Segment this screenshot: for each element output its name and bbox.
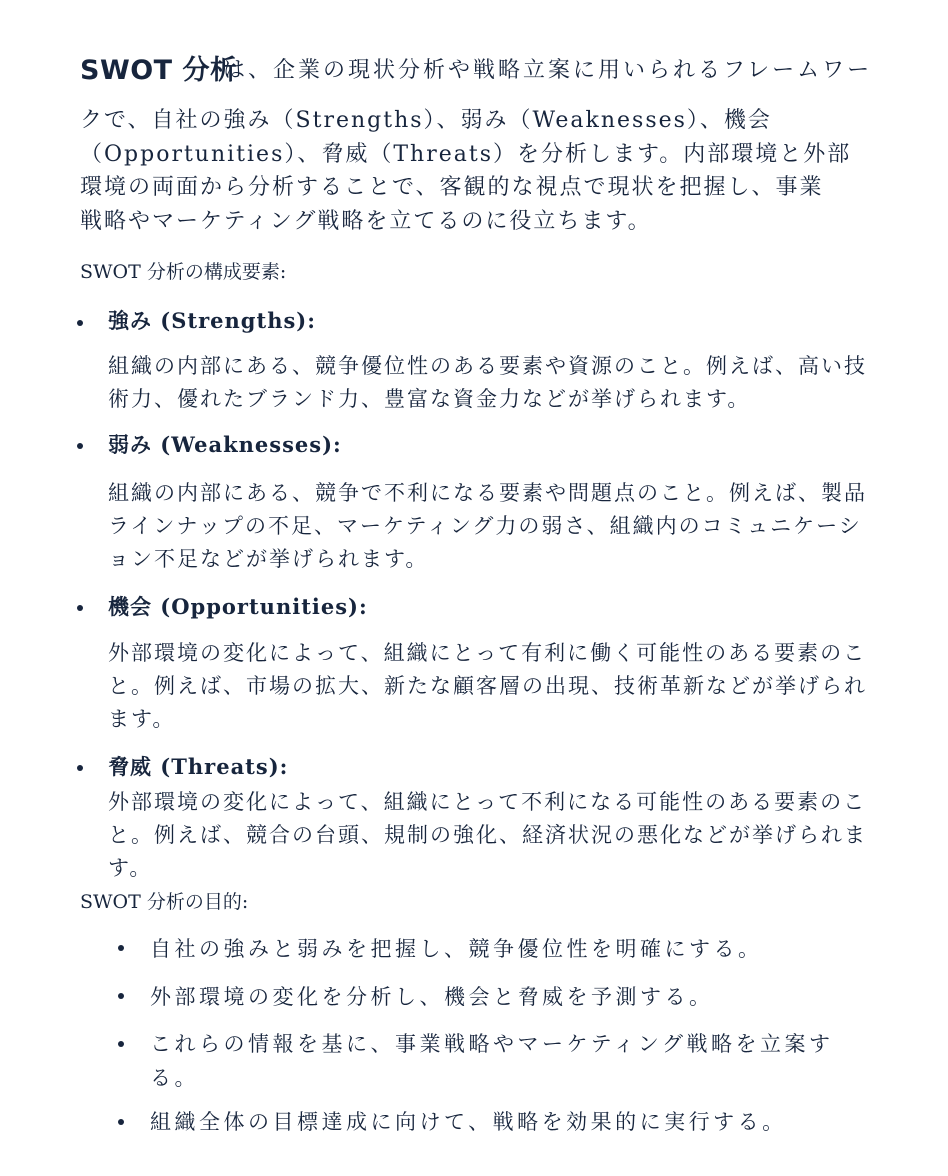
purpose-item: 外部環境の変化を分析し、機会と脅威を予測する。 bbox=[150, 985, 714, 1009]
document-title: SWOT 分析 bbox=[80, 55, 238, 86]
component-body-line: 組織の内部にある、競争で不利になる要素や問題点のこと。例えば、製品 bbox=[108, 481, 867, 505]
component-body-line: ます。 bbox=[108, 707, 176, 731]
purpose-item: 組織全体の目標達成に向けて、戦略を効果的に実行する。 bbox=[150, 1110, 787, 1134]
bullet-icon bbox=[118, 1041, 124, 1047]
bullet-icon bbox=[77, 443, 83, 449]
purpose-item-continuation: る。 bbox=[150, 1066, 199, 1090]
bullet-icon bbox=[118, 1119, 124, 1125]
bullet-icon bbox=[77, 605, 83, 611]
bullet-icon bbox=[118, 993, 124, 999]
component-body-line: す。 bbox=[108, 856, 153, 880]
component-body-line: と。例えば、市場の拡大、新たな顧客層の出現、技術革新などが挙げられ bbox=[108, 674, 867, 698]
intro-line: クで、自社の強み（Strengths）、弱み（Weaknesses）、機会 bbox=[80, 108, 772, 133]
bullet-icon bbox=[77, 765, 83, 771]
component-body-line: 術力、優れたブランド力、豊富な資金力などが挙げられます。 bbox=[108, 387, 751, 411]
purpose-label: SWOT 分析の目的: bbox=[80, 891, 249, 913]
component-title-opportunities: 機会 (Opportunities): bbox=[108, 594, 368, 619]
intro-line: 環境の両面から分析することで、客観的な視点で現状を把握し、事業 bbox=[80, 175, 824, 200]
intro-line: は、企業の現状分析や戦略立案に用いられるフレームワー bbox=[223, 58, 873, 83]
component-body-line: 組織の内部にある、競争優位性のある要素や資源のこと。例えば、高い技 bbox=[108, 354, 867, 378]
component-body-line: 外部環境の変化によって、組織にとって有利に働く可能性のある要素のこ bbox=[108, 641, 867, 665]
component-body-line: と。例えば、競合の台頭、規制の強化、経済状況の悪化などが挙げられま bbox=[108, 823, 867, 847]
bullet-icon bbox=[118, 945, 124, 951]
component-body-line: 外部環境の変化によって、組織にとって不利になる可能性のある要素のこ bbox=[108, 790, 867, 814]
purpose-item: 自社の強みと弱みを把握し、競争優位性を明確にする。 bbox=[150, 937, 763, 961]
component-body-line: ラインナップの不足、マーケティング力の弱さ、組織内のコミュニケーシ bbox=[108, 514, 862, 538]
intro-line: （Opportunities）、脅威（Threats）を分析します。内部環境と外部 bbox=[80, 142, 852, 167]
bullet-icon bbox=[77, 320, 83, 326]
component-body-line: ョン不足などが挙げられます。 bbox=[108, 547, 429, 571]
component-title-threats: 脅威 (Threats): bbox=[108, 754, 289, 779]
components-label: SWOT 分析の構成要素: bbox=[80, 261, 287, 283]
component-title-strengths: 強み (Strengths): bbox=[108, 308, 316, 333]
intro-line: 戦略やマーケティング戦略を立てるのに役立ちます。 bbox=[80, 209, 652, 234]
purpose-item: これらの情報を基に、事業戦略やマーケティング戦略を立案す bbox=[150, 1032, 834, 1056]
component-title-weaknesses: 弱み (Weaknesses): bbox=[108, 432, 342, 457]
